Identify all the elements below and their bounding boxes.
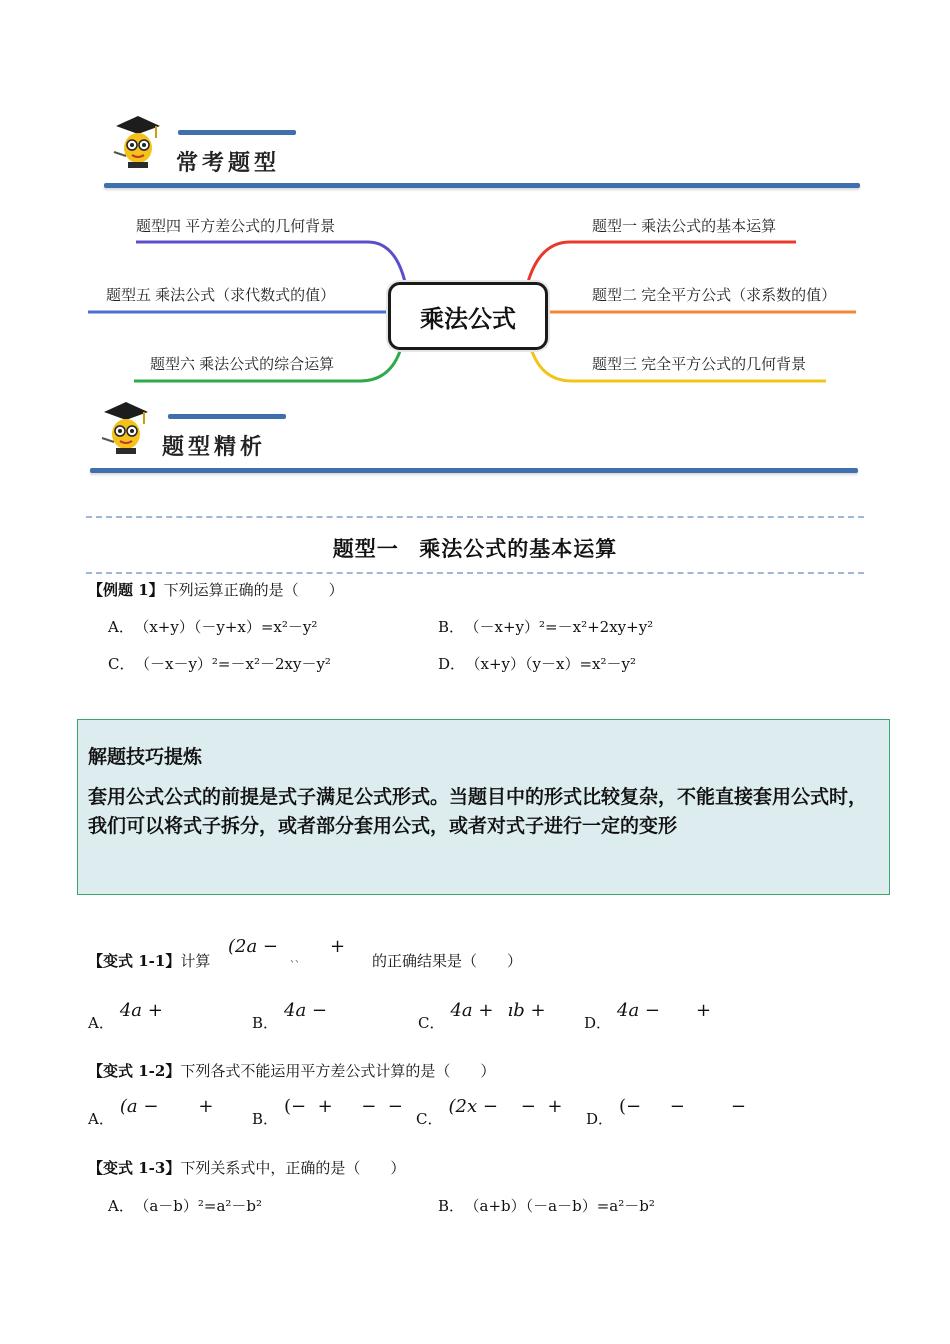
option-b [438, 1195, 655, 1216]
branch-line-type4 [136, 242, 405, 282]
option-fragment: (− − [619, 1096, 685, 1117]
option-fragment-2: + [696, 1000, 712, 1021]
option-c [416, 1096, 563, 1128]
mindmap-center: 乘法公式 [388, 282, 548, 350]
question-suffix: 的正确结果是（ ） [372, 952, 523, 970]
mindmap-label-type5: 题型五 乘法公式（求代数式的值） [106, 287, 336, 304]
option-b [252, 1000, 328, 1032]
option-d [438, 653, 636, 674]
option-letter: D． [586, 1110, 614, 1128]
header-underline [90, 468, 858, 473]
dashed-divider [86, 516, 864, 518]
variant-1-1-expr-plus: + [330, 936, 346, 957]
option-c [108, 653, 331, 674]
branch-line-type1 [528, 242, 796, 282]
option-expr: （a+b）（－a－b）=a²－b² [472, 1197, 655, 1215]
option-fragment-2: − [730, 1096, 746, 1117]
question-text: 下列各式不能运用平方差公式计算的是（ ） [180, 1062, 496, 1080]
variant-tag: 【变式 1-3】 [88, 1159, 181, 1177]
variant-1-2-question [88, 1060, 495, 1081]
option-fragment: (a − [119, 1096, 159, 1117]
option-letter: A． [108, 1197, 134, 1215]
option-letter: A． [108, 618, 134, 636]
scholar-mascot-icon [98, 398, 150, 458]
option-letter: D． [438, 655, 466, 673]
option-a [108, 1195, 262, 1216]
option-a [88, 1096, 214, 1128]
variant-tag: 【变式 1-1】 [88, 952, 181, 970]
option-expr: （x+y）（y－x）=x²－y² [473, 655, 636, 673]
option-letter: A． [88, 1014, 114, 1032]
section-header-common-types: 常考题型 [176, 150, 281, 175]
option-expr: （x+y）（－y+x）=x²－y² [141, 618, 318, 636]
variant-1-1-expr-fragment: 、、 [290, 954, 305, 965]
option-c [418, 1000, 546, 1032]
variant-1-1-expr: (2a − [228, 936, 279, 957]
option-fragment-2: + [198, 1096, 214, 1117]
dashed-divider [86, 572, 864, 574]
question-text: 下列运算正确的是（ ） [163, 581, 344, 599]
option-fragment-2: ıb + [507, 1000, 546, 1021]
mindmap-label-type6: 题型六 乘法公式的综合运算 [150, 356, 335, 373]
tips-title: 解题技巧提炼 [88, 747, 203, 768]
option-letter: B． [252, 1014, 279, 1032]
option-a [108, 616, 317, 637]
type-title: 题型一 乘法公式的基本运算 [332, 538, 618, 561]
option-letter: B． [438, 618, 465, 636]
question-prefix: 计算 [180, 952, 211, 970]
mindmap-label-type4: 题型四 平方差公式的几何背景 [136, 218, 336, 235]
option-letter: D． [584, 1014, 612, 1032]
option-letter: B． [438, 1197, 465, 1215]
variant-1-3-question [88, 1157, 405, 1178]
example-tag: 【例题 1】 [88, 581, 164, 599]
mindmap-label-type3: 题型三 完全平方公式的几何背景 [592, 356, 807, 373]
option-b [438, 616, 653, 637]
option-fragment: 4a + [119, 1000, 163, 1021]
option-b [252, 1096, 403, 1128]
option-fragment: 4a − [284, 1000, 328, 1021]
option-a [88, 1000, 163, 1032]
mindmap-label-type1: 题型一 乘法公式的基本运算 [592, 218, 777, 235]
option-d [584, 1000, 712, 1032]
option-letter: C． [418, 1014, 445, 1032]
tips-body: 套用公式公式的前提是式子满足公式形式。当题目中的形式比较复杂，不能直接套用公式时，我们可以将式子拆分，或者部分套用公式，或者对式子进行一定的变形 [88, 787, 868, 837]
option-letter: C． [108, 655, 135, 673]
option-expr: （－x－y）²=－x²－2xy－y² [142, 655, 331, 673]
variant-1-1-question [88, 950, 210, 971]
option-fragment: 4a − [617, 1000, 661, 1021]
option-letter: A． [88, 1110, 114, 1128]
option-fragment: (− + − − [284, 1096, 403, 1117]
option-expr: （a－b）²=a²－b² [141, 1197, 263, 1215]
tips-box [77, 719, 890, 895]
example-1-question [88, 579, 344, 600]
option-letter: B． [252, 1110, 279, 1128]
mindmap-label-type2: 题型二 完全平方公式（求系数的值） [592, 287, 837, 304]
option-d [586, 1096, 746, 1128]
question-text: 下列关系式中，正确的是（ ） [180, 1159, 406, 1177]
section-header-analysis: 题型精析 [162, 434, 267, 459]
option-expr: （－x+y）²=－x²+2xy+y² [472, 618, 654, 636]
option-letter: C． [416, 1110, 443, 1128]
variant-tag: 【变式 1-2】 [88, 1062, 181, 1080]
option-fragment: (2x − − + [448, 1096, 563, 1117]
option-fragment: 4a + [450, 1000, 494, 1021]
header-accent-bar [168, 414, 286, 419]
